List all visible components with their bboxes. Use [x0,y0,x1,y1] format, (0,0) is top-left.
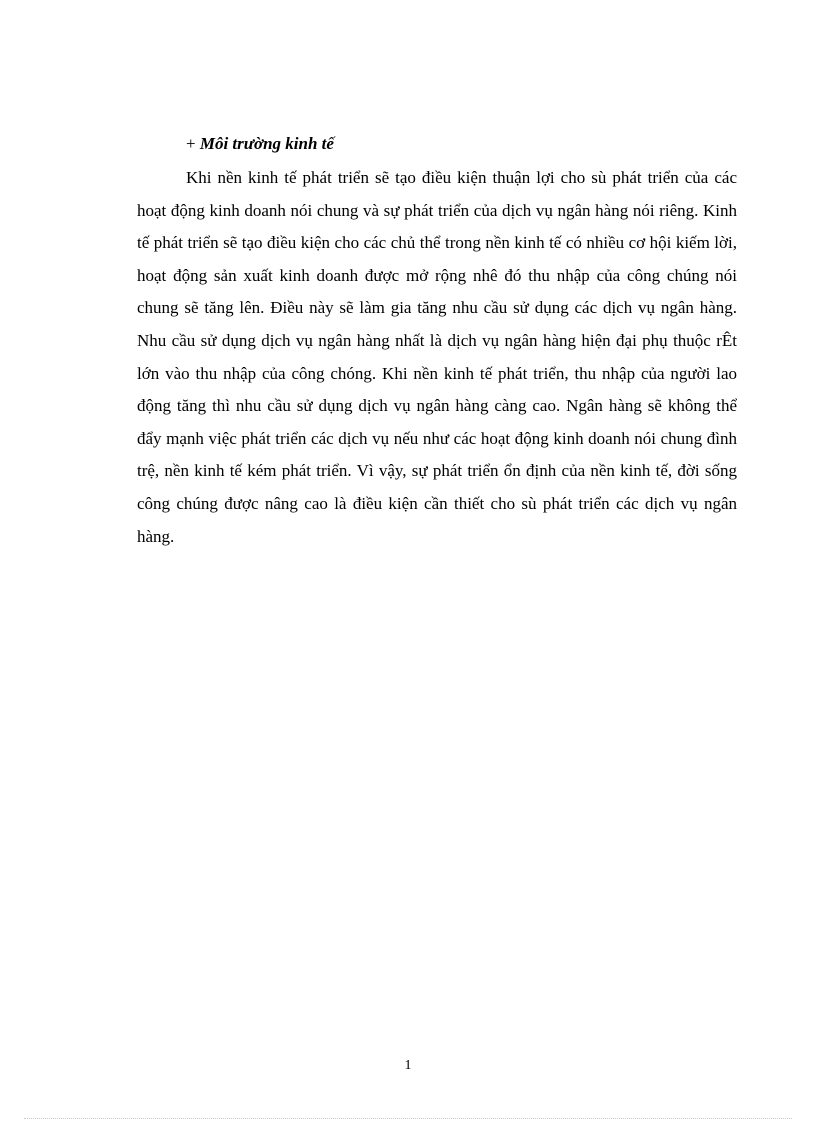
body-paragraph: Khi nền kinh tế phát triển sẽ tạo điều kiện thuận lợi cho sù phát triển của các hoạt động kinh doanh nói chung và sự phát triển của dịch vụ ngân hàng nói riêng. Kinh tế phát triển sẽ tạo điều kiện cho các chủ thể trong nền kinh tế có nhiều cơ hội kiếm lời, hoạt động sản xuất kinh doanh được mở rộng nhê đó thu nhập của công chúng nói chung sẽ tăng lên. Điều này sẽ làm gia tăng nhu cầu sử dụng các dịch vụ ngân hàng. Nhu cầu sử dụng dịch vụ ngân hàng nhất là dịch vụ ngân hàng hiện đại phụ thuộc rÊt lớn vào thu nhập của công chóng. Khi nền kinh tế phát triển, thu nhập của người lao động tăng thì nhu cầu sử dụng dịch vụ ngân hàng càng cao. Ngân hàng sẽ không thể đẩy mạnh việc phát triển các dịch vụ nếu như các hoạt động kinh doanh nói chung đình trệ, nền kinh tế kém phát triển. Vì vậy, sự phát triển ổn định của nền kinh tế, đời sống công chúng được nâng cao là điều kiện cần thiết cho sù phát triển các dịch vụ ngân hàng. [137,168,737,546]
footer-divider [24,1118,792,1119]
heading-title: Môi trường kinh tế [199,134,334,153]
section-heading [186,131,334,157]
heading-prefix: + [186,134,196,153]
page-number: 1 [404,1058,412,1073]
